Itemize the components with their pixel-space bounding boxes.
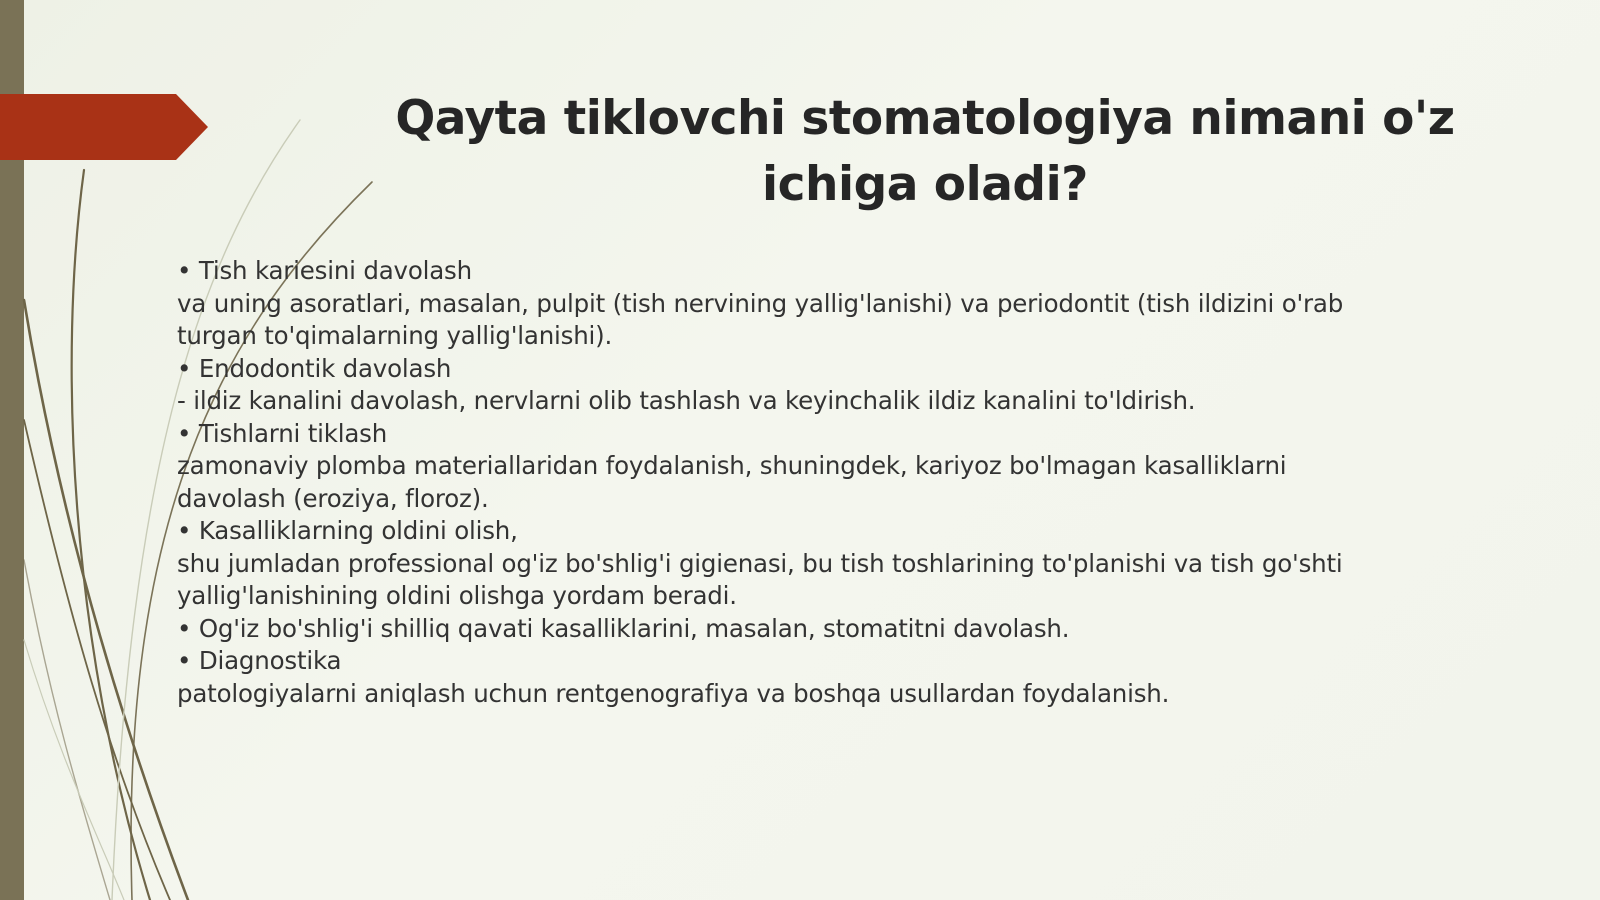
body-line: patologiyalarni aniqlash uchun rentgenografiya va boshqa usullardan foydalanish.: [177, 678, 1170, 708]
title-arrow-marker: [0, 94, 208, 160]
slide-title: [330, 86, 1520, 218]
body-line: yallig'lanishining oldini olishga yordam beradi.: [177, 581, 737, 610]
body-line: davolash (eroziya, floroz).: [177, 483, 489, 513]
body-line: • Tishlarni tiklash: [177, 418, 388, 448]
body-line: • Tish kariesini davolash: [177, 256, 472, 285]
body-line: shu jumladan professional og'iz bo'shlig'i gigienasi, bu tish toshlarining to'planishi va tish go'shti: [177, 548, 1343, 578]
body-line: • Og'iz bo'shlig'i shilliq qavati kasalliklarini, masalan, stomatitni davolash.: [177, 613, 1070, 643]
body-line: va uning asoratlari, masalan, pulpit (tish nervining yallig'lanishi) va periodontit (tish ildizini o'rab: [177, 288, 1344, 318]
slide-body: [177, 255, 1477, 710]
body-line: • Endodontik davolash: [177, 353, 452, 383]
decor-curve-1: [72, 170, 150, 900]
decor-curve-faint-2: [24, 640, 124, 900]
body-line: zamonaviy plomba materiallaridan foydalanish, shuningdek, kariyoz bo'lmagan kasalliklarni: [177, 451, 1287, 480]
body-line: - ildiz kanalini davolash, nervlarni olib tashlash va keyinchalik ildiz kanalini to'ldirish.: [177, 386, 1196, 415]
body-line: • Kasalliklarning oldini olish,: [177, 516, 518, 545]
slide-title-line-1: Qayta tiklovchi stomatologiya nimani o'z: [395, 91, 1455, 146]
body-line: turgan to'qimalarning yallig'lanishi).: [177, 321, 613, 350]
slide-title-line-2: ichiga oladi?: [762, 157, 1088, 212]
decor-curve-3: [24, 420, 170, 900]
body-line: • Diagnostika: [177, 646, 342, 675]
decor-curve-2: [24, 300, 188, 900]
decor-curve-5: [24, 560, 110, 900]
